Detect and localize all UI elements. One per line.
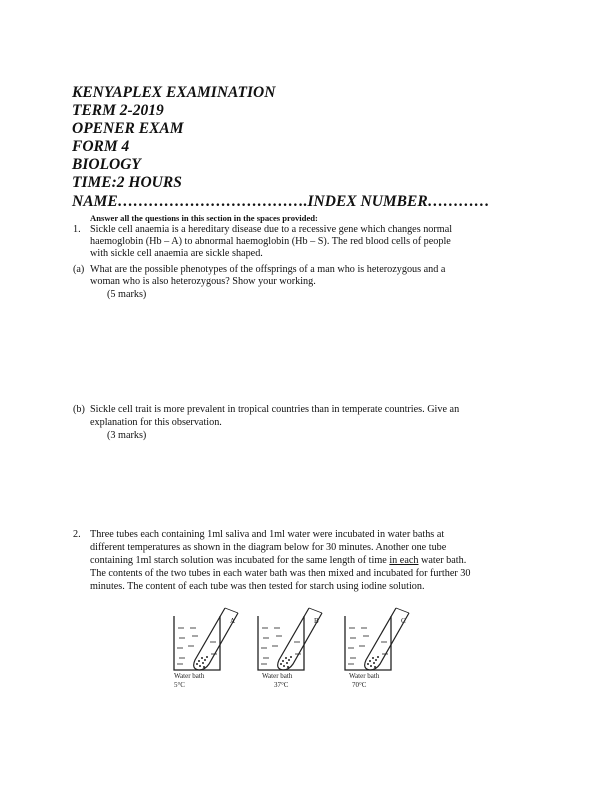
exam-time: TIME:2 HOURS: [72, 174, 182, 191]
question-2-line-3: containing 1ml starch solution was incubated for the same length of time in each water bath.: [90, 555, 467, 566]
section-instructions: Answer all the questions in this section in the spaces provided:: [90, 213, 318, 223]
water-bath-diagram: [162, 598, 422, 692]
name-index-line: NAME……………………………….INDEX NUMBER…………: [72, 193, 490, 210]
question-1a-line-1: What are the possible phenotypes of the offsprings of a man who is heterozygous and a: [90, 264, 446, 275]
water-bath-b: [258, 608, 322, 670]
question-2-line-2: different temperatures as shown in the diagram below for 30 minutes. Another one tube: [90, 542, 447, 553]
question-1a-marks: (5 marks): [107, 289, 147, 300]
tube-label-b: B: [314, 617, 319, 625]
bath-label-c: Water bath: [349, 672, 380, 680]
exam-type: OPENER EXAM: [72, 120, 184, 137]
bath-label-b: Water bath: [262, 672, 293, 680]
question-2-line-4: The contents of the two tubes in each water bath was then mixed and incubated for further 30: [90, 568, 471, 579]
exam-term: TERM 2-2019: [72, 102, 164, 119]
exam-form: FORM 4: [72, 138, 130, 155]
question-1a-label: (a): [73, 264, 85, 275]
question-1b-label: (b): [73, 404, 85, 415]
question-1a-line-2: woman who is also heterozygous? Show your working.: [90, 276, 316, 287]
bath-temp-a: 5°C: [174, 681, 185, 689]
question-1-stem-line-1: Sickle cell anaemia is a hereditary disease due to a recessive gene which changes normal: [90, 224, 453, 235]
bath-temp-b: 37°C: [274, 681, 289, 689]
question-1-stem-line-2: haemoglobin (Hb – A) to abnormal haemoglobin (Hb – S). The red blood cells of people: [90, 236, 451, 247]
question-1b-marks: (3 marks): [107, 430, 147, 441]
tube-label-c: C: [401, 617, 406, 625]
bath-temp-c: 70°C: [352, 681, 367, 689]
school-title: KENYAPLEX EXAMINATION: [72, 84, 276, 101]
question-1-number: 1.: [73, 224, 81, 235]
water-bath-c: [345, 608, 409, 670]
question-1b-line-2: explanation for this observation.: [90, 417, 222, 428]
question-2-line-1: Three tubes each containing 1ml saliva and 1ml water were incubated in water baths at: [90, 529, 445, 540]
question-2-number: 2.: [73, 529, 81, 540]
question-1-stem-line-3: with sickle cell anaemia are sickle shaped.: [90, 248, 263, 259]
question-1b-line-1: Sickle cell trait is more prevalent in tropical countries than in temperate countries. Give an: [90, 404, 460, 415]
exam-subject: BIOLOGY: [72, 156, 141, 173]
water-bath-a: [174, 608, 238, 670]
bath-label-a: Water bath: [174, 672, 205, 680]
tube-label-a: A: [230, 617, 236, 625]
question-2-line-5: minutes. The content of each tube was then tested for starch using iodine solution.: [90, 581, 425, 592]
